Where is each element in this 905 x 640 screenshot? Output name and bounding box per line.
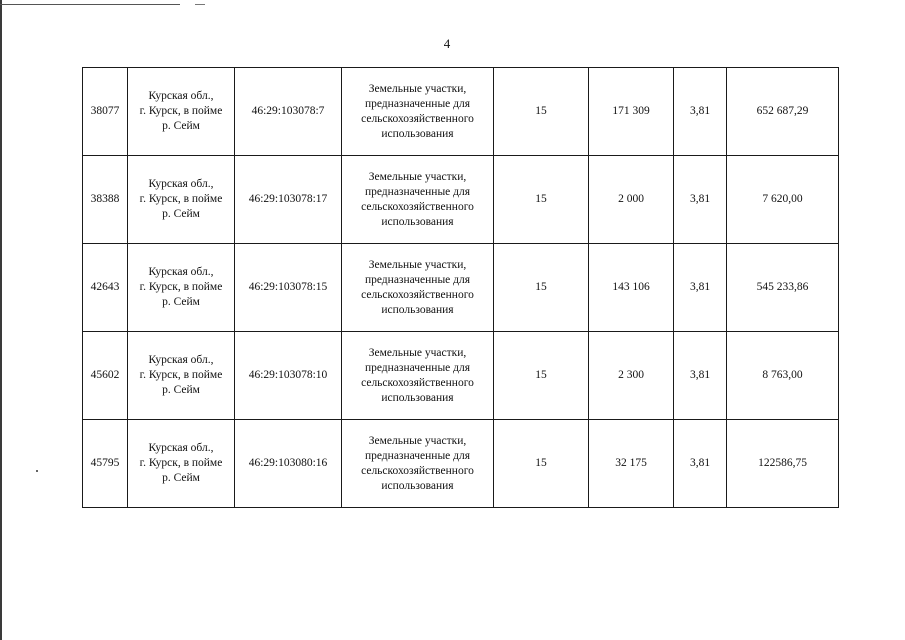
land-plot-table xyxy=(82,67,839,508)
land-plot-table-body xyxy=(83,68,839,508)
land-category-line: предназначенные для xyxy=(364,361,471,374)
scan-edge-top-fragment xyxy=(195,4,205,5)
land-category-cell xyxy=(342,332,494,420)
plot-number-cell: 42643 xyxy=(83,244,128,332)
cadastral-number-cell: 46:29:103078:10 xyxy=(235,332,342,420)
plot-address-line: г. Курск, в пойме xyxy=(139,457,223,469)
cadastral-number-cell: 46:29:103078:17 xyxy=(235,156,342,244)
land-category-line: сельскохозяйственного xyxy=(361,200,474,213)
plot-address-cell xyxy=(128,420,235,508)
area-cell: 2 300 xyxy=(589,332,674,420)
land-category-cell xyxy=(342,420,494,508)
term-cell: 15 xyxy=(494,420,589,508)
sum-cell: 652 687,29 xyxy=(727,68,839,156)
land-category-line: Земельные участки, xyxy=(368,170,467,183)
plot-address-line: р. Сейм xyxy=(162,208,200,220)
land-category-line: использования xyxy=(381,215,454,228)
cadastral-number-cell: 46:29:103078:7 xyxy=(235,68,342,156)
plot-number-cell: 45795 xyxy=(83,420,128,508)
table-row xyxy=(83,244,839,332)
sum-cell: 8 763,00 xyxy=(727,332,839,420)
plot-address-line: Курская обл., xyxy=(148,90,214,102)
land-category-line: предназначенные для xyxy=(364,449,471,462)
term-cell: 15 xyxy=(494,244,589,332)
sum-cell: 7 620,00 xyxy=(727,156,839,244)
land-category-line: предназначенные для xyxy=(364,185,471,198)
plot-address-line: г. Курск, в пойме xyxy=(139,193,223,205)
cadastral-number-cell: 46:29:103078:15 xyxy=(235,244,342,332)
plot-address-line: р. Сейм xyxy=(162,384,200,396)
plot-address-cell xyxy=(128,332,235,420)
table-row xyxy=(83,420,839,508)
scan-edge-left xyxy=(0,0,2,640)
rate-cell: 3,81 xyxy=(674,68,727,156)
land-category-line: использования xyxy=(381,479,454,492)
area-cell: 32 175 xyxy=(589,420,674,508)
plot-address-line: р. Сейм xyxy=(162,120,200,132)
land-category-line: Земельные участки, xyxy=(368,434,467,447)
rate-cell: 3,81 xyxy=(674,332,727,420)
rate-cell: 3,81 xyxy=(674,244,727,332)
rate-cell: 3,81 xyxy=(674,420,727,508)
land-category-line: сельскохозяйственного xyxy=(361,288,474,301)
plot-address-line: г. Курск, в пойме xyxy=(139,369,223,381)
area-cell: 143 106 xyxy=(589,244,674,332)
cadastral-number-cell: 46:29:103080:16 xyxy=(235,420,342,508)
land-category-line: сельскохозяйственного xyxy=(361,376,474,389)
term-cell: 15 xyxy=(494,156,589,244)
plot-address-cell xyxy=(128,244,235,332)
plot-address-line: г. Курск, в пойме xyxy=(139,105,223,117)
land-category-line: Земельные участки, xyxy=(368,346,467,359)
area-cell: 171 309 xyxy=(589,68,674,156)
term-cell: 15 xyxy=(494,332,589,420)
land-category-line: использования xyxy=(381,127,454,140)
plot-address-cell xyxy=(128,68,235,156)
land-category-cell xyxy=(342,68,494,156)
plot-address-line: Курская обл., xyxy=(148,354,214,366)
table-row xyxy=(83,156,839,244)
plot-address-line: р. Сейм xyxy=(162,472,200,484)
land-category-line: сельскохозяйственного xyxy=(361,464,474,477)
plot-address-line: г. Курск, в пойме xyxy=(139,281,223,293)
land-category-cell xyxy=(342,156,494,244)
plot-address-cell xyxy=(128,156,235,244)
land-category-line: Земельные участки, xyxy=(368,82,467,95)
table-row xyxy=(83,68,839,156)
plot-address-line: Курская обл., xyxy=(148,266,214,278)
plot-number-cell: 38077 xyxy=(83,68,128,156)
rate-cell: 3,81 xyxy=(674,156,727,244)
land-category-line: предназначенные для xyxy=(364,97,471,110)
plot-address-line: р. Сейм xyxy=(162,296,200,308)
plot-address-line: Курская обл., xyxy=(148,178,214,190)
land-category-line: использования xyxy=(381,391,454,404)
land-category-line: предназначенные для xyxy=(364,273,471,286)
sum-cell: 545 233,86 xyxy=(727,244,839,332)
land-category-line: сельскохозяйственного xyxy=(361,112,474,125)
sum-cell: 122586,75 xyxy=(727,420,839,508)
table-row xyxy=(83,332,839,420)
page-number: 4 xyxy=(443,36,451,51)
area-cell: 2 000 xyxy=(589,156,674,244)
plot-address-line: Курская обл., xyxy=(148,442,214,454)
land-category-cell xyxy=(342,244,494,332)
scan-speck xyxy=(36,470,38,472)
plot-number-cell: 45602 xyxy=(83,332,128,420)
plot-number-cell: 38388 xyxy=(83,156,128,244)
scan-edge-top xyxy=(0,4,180,5)
land-category-line: Земельные участки, xyxy=(368,258,467,271)
term-cell: 15 xyxy=(494,68,589,156)
land-category-line: использования xyxy=(381,303,454,316)
